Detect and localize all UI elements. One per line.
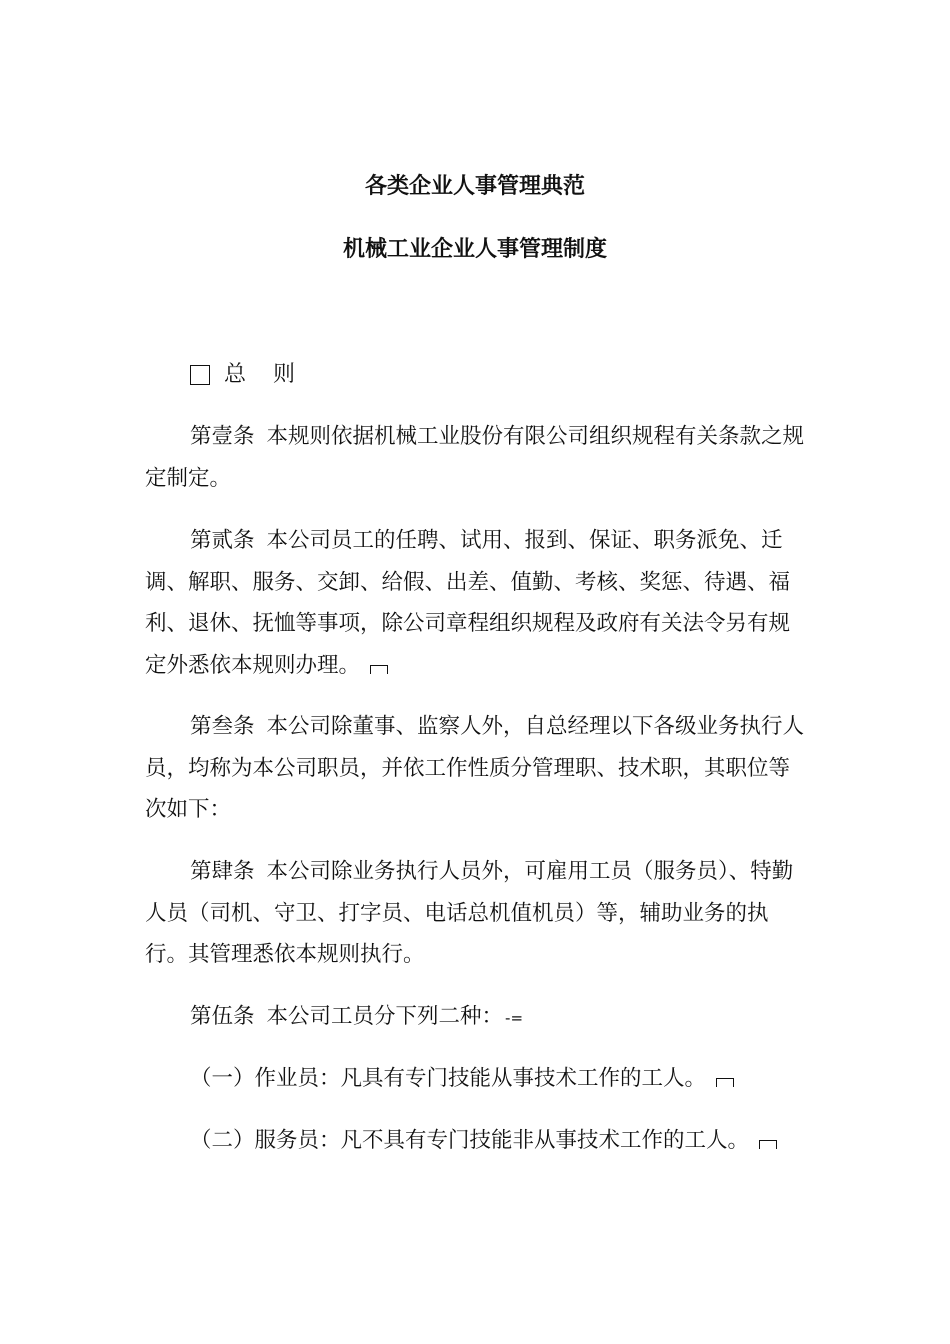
article-text: 本公司除业务执行人员外，可雇用工员（服务员）、特勤人员（司机、守卫、打字员、电话总机值机员）等，辅助业务的执行。其管理悉依本规则执行。 xyxy=(145,859,794,967)
article-3 xyxy=(145,706,810,831)
list-item-text: （二）服务员：凡不具有专门技能非从事技术工作的工人。 xyxy=(190,1128,750,1153)
article-number: 第伍条 xyxy=(190,1004,255,1029)
article-text: 本公司除董事、监察人外，自总经理以下各级业务执行人员，均称为本公司职员，并依工作性质分管理职、技术职，其职位等次如下： xyxy=(145,714,805,822)
article-number: 第肆条 xyxy=(190,859,255,884)
article-5 xyxy=(145,996,810,1040)
list-item-text: （一）作业员：凡具有专门技能从事技术工作的工人。 xyxy=(190,1066,707,1091)
bracket-mark-icon xyxy=(370,665,388,674)
article-text: 本规则依据机械工业股份有限公司组织规程有关条款之规定制定。 xyxy=(145,424,805,491)
article-4 xyxy=(145,851,810,976)
article-text: 本公司工员分下列二种： xyxy=(266,1004,504,1029)
checkbox-icon xyxy=(190,365,210,385)
bracket-mark-icon xyxy=(716,1078,734,1087)
article-2 xyxy=(145,520,810,686)
article-number: 第贰条 xyxy=(190,528,255,553)
bracket-mark-icon xyxy=(759,1140,777,1149)
article-text: 本公司员工的任聘、试用、报到、保证、职务派免、迁调、解职、服务、交卸、给假、出差、值勤、考核、奖惩、待遇、福利、退休、抚恤等事项，除公司章程组织规程及政府有关法令另有规定外悉依本规则办理。 xyxy=(145,528,791,678)
list-item-1 xyxy=(145,1058,810,1100)
trailing-mark: -= xyxy=(505,1009,524,1027)
document-subtitle: 机械工业企业人事管理制度 xyxy=(342,237,607,262)
section-heading xyxy=(190,360,305,390)
document-title: 各类企业人事管理典范 xyxy=(364,174,585,199)
article-number: 第叁条 xyxy=(190,714,255,739)
list-item-2 xyxy=(145,1120,810,1162)
section-heading-label: 总 则 xyxy=(224,362,305,387)
article-number: 第壹条 xyxy=(190,424,255,449)
article-1 xyxy=(145,416,810,499)
